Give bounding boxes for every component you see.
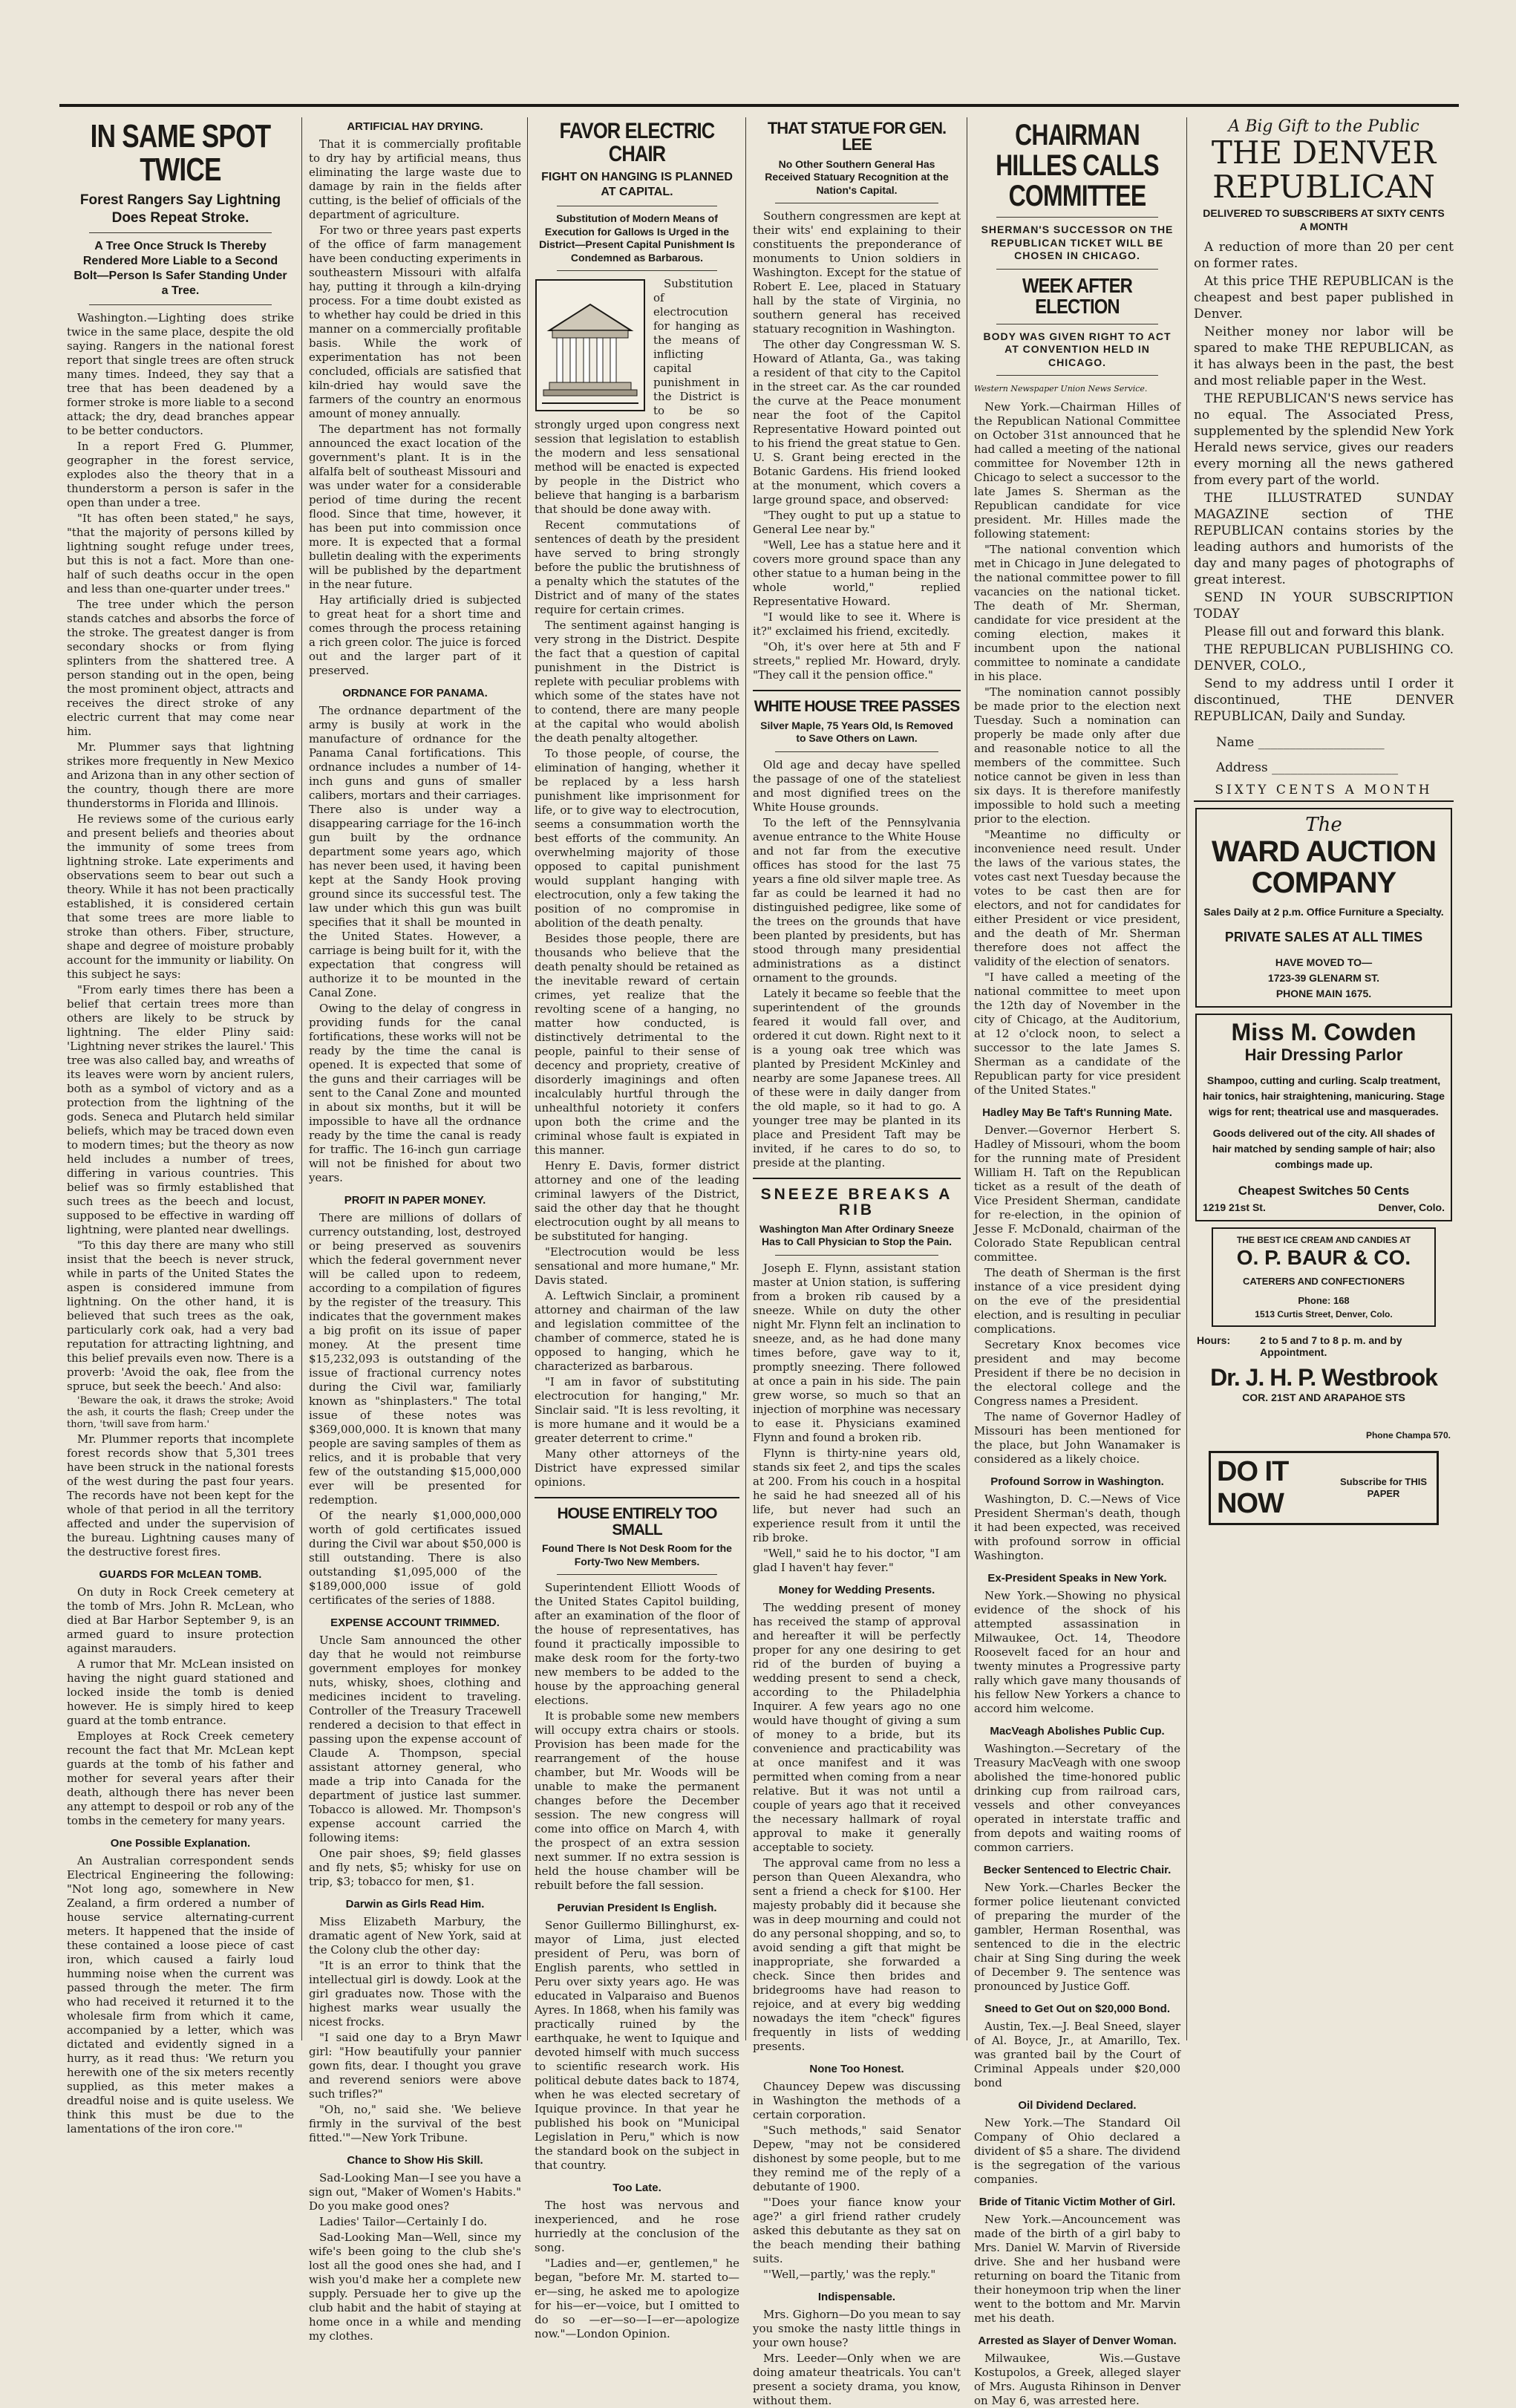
article-paragraph: The sentiment against hanging is very strong in the District. Despite the fact that a question of capital punishment in the District is replete with peculiar problems with which some of the states have not to contend, there are many people at the capital who would abolish the death penalty altogether. [535,619,739,745]
article-paragraph: Besides those people, there are thousands who believe that the death penalty should be retained as the inevitable reward of certain crimes, yet realize that the revolting scene of a hanging, no matter how conducted, is distinctively detrimental to the people, painful to their sense of decency and propriety, creative of disorderly imaginings and often incalculably hurtful through the unhealthful notoriety it confers upon both the crime and the criminal whose fault is expiated in this manner. [535,932,739,1158]
rp-footer: SIXTY CENTS A MONTH [1194,783,1454,802]
article-paragraph: Lately it became so feeble that the superintendent of the grounds feared it would fall over, and ordered it cut down. Right next to it is a young oak tree which was planted by President McKinley and nearby are some Japanese trees. All of these were in daily danger from the old maple, so it had to go. A younger tree may be planted in its place and President Taft may be invited, if he cares to do so, to preside at the planting. [753,986,961,1169]
subhead-indispensable: Indispensable. [817,2290,896,2303]
ward-title: WARD AUCTION COMPANY [1211,835,1437,900]
article-paragraph: One pair shoes, $9; field glasses and fly nets, $5; whisky for use on trip, $3; tobacco for men, $1. [309,1847,521,1888]
ad-ward-auction [1195,808,1452,1008]
divider [996,217,1158,218]
article-paragraph: Secretary Knox becomes vice president and may become President if there be no decision in the electoral college and the Congress names a President. [974,1338,1180,1409]
article-paragraph: "Meantime no difficulty or inconvenience need result. Under the laws of the various states, the votes cast next Tuesday because the votes to be cast then are for electors, and not for candidates for either President or vice president, and the death of Mr. Sherman therefore does not affect the validity of the election of senators. [974,828,1180,969]
headline-statue-lee: THAT STATUE FOR GEN. LEE [767,119,947,154]
ward-line-5: PHONE MAIN 1675. [1275,988,1372,1000]
doc-address: COR. 21ST AND ARAPAHOE STS [1242,1391,1405,1404]
deck-lightning: Forest Rangers Say Lightning Does Repeat Stroke. [79,192,281,226]
article-paragraph: Austin, Tex.—J. Beal Sneed, slayer of Al. Boyce, Jr., at Amarillo, Tex. was granted bail by the Court of Criminal Appeals under $20,000 bond [974,2020,1180,2090]
article-paragraph: Chauncey Depew was discussing in Washington the methods of a certain corporation. [753,2079,961,2121]
headline-electric-chair: FAVOR ELECTRIC CHAIR [559,119,715,166]
subhead-hay-drying: ARTIFICIAL HAY DRYING. [347,120,483,133]
wire-credit: Western Newspaper Union News Service. [974,384,1148,394]
deck-statue: No Other Southern General Has Received Statuary Recognition at the Nation's Capital. [765,157,949,196]
article-paragraph: New York.—The Standard Oil Company of Ohio declared a divident of $5 a share. The dividend is the segregation of the various companies. [974,2116,1180,2187]
headline-house-too-small: HOUSE ENTIRELY TOO SMALL [557,1505,717,1539]
article-paragraph: "I am in favor of substituting electrocution for hanging," Mr. Sinclair said. "It is less revolting, it is more humane and it would be a greater deterrent to crime." [535,1375,739,1446]
doit-sub: Subscribe for THIS PAPER [1340,1476,1428,1500]
article-paragraph: "Ladies and—er, gentlemen," he began, "before Mr. M. started to—er—sing, he asked me to apologize for his—er—voice, but I omitted to do so —er—so—I—er—apologize now."—London Opinion. [535,2257,739,2340]
cowden-sub: Hair Dressing Parlor [1244,1045,1403,1064]
deck-desk-room: Found There Is Not Desk Room for the Forty-Two New Members. [542,1542,732,1567]
deck-maple: Silver Maple, 75 Years Old, Is Removed to Save Others on Lawn. [760,719,953,745]
rp-name-line[interactable]: Name ____________________ [1216,735,1385,751]
rp-paragraph: SEND IN YOUR SUBSCRIPTION TODAY [1194,590,1454,622]
article-paragraph: New York.—Chairman Hilles of the Republican National Committee on October 31st announced that he had called a meeting of the national committee for November 12th in Chicago to select a successor to the late James S. Sherman as the Republican candidate for vice president. Mr. Hilles made the following statement: [974,400,1180,541]
article-paragraph: "'Well,—partly,' was the reply." [763,2267,936,2281]
column-6-ads [1194,117,1454,2048]
article-paragraph: "Well, Lee has a statue here and it covers more ground space than any other statue to a human being in the whole world," replied Representative Howard. [753,538,961,609]
subhead-becker: Becker Sentenced to Electric Chair. [983,1864,1172,1877]
article-paragraph: "I have called a meeting of the national committee to meet upon the 12th day of November in the city of Chicago, at the Auditorium, at 12 o'clock noon, to select a successor to the late James S. Sherman as a candidate of the Republican party for vice president of the United States." [974,970,1180,1097]
article-paragraph: "I said one day to a Bryn Mawr girl: "How beautifully your pannier gown fits, dear. I thought you grave and reverend seniors were above such trifles?" [309,2031,521,2101]
article-paragraph: New York.—Showing no physical evidence of the shock of his attempted assassination in Milwaukee, Oct. 14, Theodore Roosevelt faced for an hour and twenty minutes a Progressive party rally which gave many thousands of his fellow New Yorkers a chance to accord him welcome. [974,1589,1180,1716]
rp-title-1: THE DENVER [1211,134,1437,171]
deck-hanging: FIGHT ON HANGING IS PLANNED AT CAPITAL. [541,171,733,199]
article-paragraph: "The national convention which met in Chicago in June delegated to the national committee power to fill vacancies on the national ticket. The death of Mr. Sherman, candidate for vice president at the coming election, makes it incumbent upon the national committee to nominate a candidate in his place. [974,543,1180,684]
article-paragraph: Washington.—Secretary of the Treasury MacVeagh with one swoop abolished the time-honored public drinking cup from railroad cars, vessels and other conveyances operated in interstate traffic and from depots and waiting rooms of common carriers. [974,1742,1180,1855]
subhead-sneed: Sneed to Get Out on $20,000 Bond. [984,2003,1171,2016]
ward-line-1: Sales Daily at 2 p.m. Office Furniture a Specialty. [1203,906,1444,919]
subhead-paper-money: PROFIT IN PAPER MONEY. [344,1194,486,1207]
article-paragraph: Senor Guillermo Billinghurst, ex-mayor of Lima, just elected president of Peru, was born of English parents, who settled in Peru over sixty years ago. He was educated in Valparaiso and Buenos Ayres. In 1868, when his family was practically ruined by the earthquake, he went to Iquique and devoted himself with much success to scientific research work. His political debute dates back to 1874, when he was elected secretary of Iquique province. In that year he published his book on "Municipal Legislation in Peru," which is now the standard book on the subject in that country. [535,1919,739,2172]
rp-paragraph: At this price THE REPUBLICAN is the cheapest and best paper published in Denver. [1194,274,1454,322]
article-paragraph: He reviews some of the curious early and present beliefs and theories about the immunity of some trees from lightning stroke. Late experiments and observations seem to bear out such a theory. While it has not been practically established, it is considered certain that some trees are more liable to stroke than others. Fiber, structure, shape and degree of moisture probably account for the immunity or liability. On this subject he says: [67,812,294,982]
doc-hours-label: Hours: [1197,1334,1231,1347]
subhead-oil: Oil Dividend Declared. [1018,2099,1137,2112]
article-paragraph: A rumor that Mr. McLean insisted on having the night guard stationed and locked inside the tomb is denied however. He is simply hired to keep guard at the tomb entrance. [67,1657,294,1728]
column-rule [527,117,528,2040]
article-paragraph: "Such methods," said Senator Depew, "may not be considered dishonest by some people, but to me they remind me of the reply of a debutante of 1900. [753,2123,961,2193]
article-paragraph: Of the nearly $1,000,000,000 worth of gold certificates issued during the Civil war about $50,000 is still outstanding. There is also outstanding $1,095,000 of the $189,000,000 issue of gold certificates of the series of 1888. [309,1509,521,1607]
article-paragraph: The approval came from no less a person than Queen Alexandra, who sent a friend a check for $100. Her majesty probably did it because she was in deep mourning and could not do any personal shopping, and so, to avoid sending a gift that might be inappropriate, she forwarded a check. Since then brides and bridegrooms have had reason to rejoice, and at every big wedding nowadays the item "check" figures frequently in lists of wedding presents. [753,1856,961,2053]
article-paragraph: There are millions of dollars of currency outstanding, lost, destroyed or being preserved as souvenirs which the federal government never will be called upon to redeem, according to a compilation of figures by the register of the treasury. This indicates that the government makes a big profit on its issue of paper money. At the present time $15,232,093 is outstanding of the issue of fractional currency notes during the Civil war, familiarly known as "shinplasters." The total issue of these notes was $369,000,000. It is known that many people are saving samples of them as relics, and it is probable that very few of the outstanding $15,000,000 ever will be presented for redemption. [309,1211,521,1507]
column-3 [535,117,739,2340]
deck-sherman: SHERMAN'S SUCCESSOR ON THE REPUBLICAN TICKET WILL BE CHOSEN IN CHICAGO. [981,223,1174,262]
article-paragraph: "They ought to put up a statue to General Lee near by." [753,509,961,537]
article-paragraph: Milwaukee, Wis.—Gustave Kostupolos, a Greek, alleged slayer of Mrs. Augusta Rihinson in Denver on May 6, was arrested here. [974,2352,1180,2408]
cowden-title: Miss M. Cowden [1231,1019,1417,1046]
baur-line-1: THE BEST ICE CREAM AND CANDIES AT [1236,1235,1411,1246]
article-paragraph: The name of Governor Hadley of Missouri has been mentioned for the place, but John Wanamaker is considered as a likely choice. [974,1410,1180,1466]
article-paragraph: On duty in Rock Creek cemetery at the tomb of Mrs. John R. McLean, who died at Bar Harbor September 9, is an armed guard to insure protection against marauders. [67,1585,294,1656]
headline-hilles: CHAIRMAN HILLES CALLS COMMITTEE [996,119,1159,212]
article-paragraph: "Oh, no," said she. 'We believe firmly in the survival of the best fitted.'"—New York Tribune. [309,2103,521,2144]
article-paragraph: Ladies' Tailor—Certainly I do. [319,2215,488,2228]
divider [89,232,272,233]
baur-line-2: CATERERS AND CONFECTIONERS [1242,1276,1405,1288]
subhead-wedding: Money for Wedding Presents. [778,1583,935,1596]
article-paragraph: Many other attorneys of the District have expressed similar opinions. [535,1447,739,1489]
ward-line-2: PRIVATE SALES AT ALL TIMES [1224,930,1423,945]
divider [753,1178,961,1179]
article-paragraph: Superintendent Elliott Woods of the United States Capitol building, after an examination of the floor of the house of representatives, has found it practically impossible to make desk room for the forty-two new members to be added to the house by the approaching general elections. [535,1581,739,1707]
article-paragraph: The ordnance department of the army is busily at work in the manufacture of ordnance for the Panama Canal fortifications. This ordnance includes a number of 14-inch guns and guns of smaller calibers, mortars and their carriages. There also is under way a disappearing carriage for the 16-inch gun built by the ordnance department some years ago, which has never been used, it having been kept at the Sandy Hook proving ground since its successful test. The law under which this gun was built specifies that it shall be mounted in the United States. However, a carriage is being built for it, with the expectation that congress will authorize it to be mounted in the Canal Zone. [309,704,521,999]
article-paragraph: "Electrocution would be less sensational and more humane," Mr. Davis stated. [535,1245,739,1288]
cowden-city: Denver, Colo. [1378,1201,1445,1214]
article-paragraph: The host was nervous and inexperienced, and he rose hurriedly at the conclusion of the song. [535,2199,739,2254]
newspaper-page [59,104,1459,2408]
capitol-building-illustration [535,278,646,412]
article-paragraph: An Australian correspondent sends Electrical Engineering the following: "Not long ago, somewhere in New Zealand, a firm ordered a number of house service alternating-current meters. It happened that the inside of these contained a loose piece of cast iron, which caused a fairly loud humming noise when the current was passed through the meter. The firm who had received it returned it to the wholesale firm from which it came, accompanied by a letter, which was dictated and evidently signed in a hurry, as it read thus: 'We return you herewith one of the six meters recently supplied, as this meter makes a dreadful noise and is quite useless. We think this must be due to the lamentations of the iron core.'" [67,1854,294,2136]
article-paragraph: "To this day there are many who still insist that the beech is never struck, while in parts of the United States the aspen is considered immune from lightning. On the other hand, it is believed that such trees as the oak, particularly cork oak, had a very bad reputation for attracting lightning, and this belief prevails even now. There is a proverb: 'Avoid the oak, flee from the spruce, but seek the beech.' And also: [67,1239,294,1394]
article-paragraph: Sad-Looking Man—Well, since my wife's been going to the club she's lost all the good ones she had, and I wish you'd make her a complete new supply. Persuade her to give up the club habit and the habit of staying at home once in a while and mending my clothes. [309,2231,521,2343]
ad-do-it-now [1209,1451,1439,1525]
article-paragraph: Owing to the delay of congress in providing funds for the canal fortifications, these works will not be ready by the time the canal is opened. It is expected that some of the guns and their carriages will be sent to the Canal Zone and mounted in about six months, but it will be impossible to have all the ordnance ready by the time the canal is ready for traffic. The 16-inch gun carriage will not be finished for about two years. [309,1002,521,1184]
ad-baur [1212,1227,1436,1327]
rp-paragraph: Please fill out and forward this blank. [1204,624,1445,640]
baur-address: 1513 Curtis Street, Denver, Colo. [1255,1309,1393,1320]
headline-same-spot-twice: IN SAME SPOT TWICE [90,118,271,188]
rp-paragraph: Neither money nor labor will be spared to make THE REPUBLICAN, as it has always been in the past, the best and most reliable paper in the West. [1194,324,1454,389]
ward-the: The [1305,814,1342,837]
deck-tree-struck: A Tree Once Struck Is Thereby Rendered More Liable to a Second Bolt—Person Is Safer Standing Under a Tree. [73,240,287,298]
article-paragraph: In a report Fred G. Plummer, geographer in the forest service, explodes also the theory that in a thunderstorm a person is safer in the open than under a tree. [67,440,294,510]
divider [996,375,1158,376]
baur-phone: Phone: 168 [1298,1294,1350,1306]
subhead-explanation: One Possible Explanation. [110,1837,251,1850]
article-paragraph: The tree under which the person stands catches and absorbs the force of the stroke. The greatest danger is from secondary shocks or from flying splinters from the shattered tree. A person standing out in the open, being the most prominent object, attracts and receives the direct stroke of any electric current that may come near him. [67,598,294,739]
doc-hours: 2 to 5 and 7 to 8 p. m. and by Appointment. [1260,1334,1402,1359]
article-paragraph: Substitution of electrocution for hanging as the means of inflicting capital punishment in the District is to be so strongly urged upon congress next session that legislation to establish the modern and less sensational method will be enacted is expected by people in the District who believe that hanging is a barbarism that should be done away with. [535,277,739,517]
divider [557,270,717,271]
subhead-skill: Chance to Show His Skill. [347,2154,483,2167]
article-paragraph: Old age and decay have spelled the passage of one of the stateliest and most dignified trees on the White House grounds. [753,757,961,814]
article-paragraph: Flynn is thirty-nine years old, stands six feet 2, and tips the scales at 200. From his couch in a hospital he said he had sneezed all of his life, but never had such an experience result from it until the rib broke. [753,1446,961,1544]
article-paragraph: The department has not formally announced the exact location of the government's plant. It is in the alfalfa belt of southeast Missouri and was under water for a considerable period of time during the recent flood. Since that time, however, it has been put into commission once more. It is expected that a formal bulletin dealing with the experiments will be published by the department in the near future. [309,422,521,591]
subhead-peruvian: Peruvian President Is English. [557,1902,717,1914]
article-paragraph: To the left of the Pennsylvania avenue entrance to the White House and not far from the executive offices has stood for the last 75 years a fine old silver maple tree. As far as could be learned it had no distinguished pedigree, like some of the trees on the grounds that have been planted by presidents, but has stood through many presidential administrations as a distinct ornament to the grounds. [753,815,961,985]
subhead-titanic: Bride of Titanic Victim Mother of Girl. [978,2196,1176,2209]
article-paragraph: Denver.—Governor Herbert S. Hadley of Missouri, whom the boom for the running mate of President William H. Taft on the Republican ticket as a result of the death of Vice President Sherman, candidate for re-election, in the opinion of Jesse F. McDonald, chairman of the Colorado State Republican central committee. [974,1123,1180,1265]
article-paragraph: Miss Elizabeth Marbury, the dramatic agent of New York, said at the Colony club the other day: [309,1915,521,1957]
article-paragraph: That it is commercially profitable to dry hay by artificial means, thus eliminating the large waste due to damage by rain in the fields after cutting, is the belief of officials of the department of agriculture. [309,137,521,221]
cowden-address-row [1203,1200,1445,1216]
doc-title: Dr. J. H. P. Westbrook [1210,1364,1437,1391]
article-paragraph: Uncle Sam announced the other day that he would not reimburse government employes for monkey nuts, whisky, shoes, clothing and medicines incident to traveling. Controller of the Treasury Tracewell rendered a decision to that effect in passing upon the expense account of Claude A. Thompson, special assistant attorney general, who made a trip into Canada for the department of justice last summer. Tobacco is allowed. Mr. Thompson's expense account carried the following items: [309,1634,521,1844]
column-1 [67,117,295,2136]
article-paragraph: Sad-Looking Man—I see you have a sign out, "Maker of Women's Habits." Do you make good ones? [309,2171,521,2213]
ward-line-4: 1723-39 GLENARM ST. [1267,972,1380,985]
subhead-arrested: Arrested as Slayer of Denver Woman. [978,2334,1177,2348]
article-paragraph: "It has often been stated," he says, "that the majority of persons killed by lightning sought refuge under trees, but this is not a fact. More than one-half of such deaths occur in the open and less than one-quarter under trees." [67,512,294,596]
rp-title-2: REPUBLICAN [1212,169,1435,206]
rp-address-line[interactable]: Address ____________________ [1216,760,1399,776]
article-paragraph: It is probable some new members will occupy extra chairs or stools. Provision has been made for the rearrangement of the house chamber, but Mr. Woods will be unable to make the permanent changes before the December session. The new congress will come into office on March 4, with the prospect of an extra session next summer. If no extra session is held the house chamber will be rebuilt before the fall session. [535,1709,739,1892]
article-paragraph: Hay artificially dried is subjected to great heat for a short time and comes through the process retaining a rich green color. The juice is forced out and the larger part of it preserved. [309,593,521,677]
article-paragraph: New York.—Charles Becker the former police lieutenant convicted of preparing the murder of the gambler, Herman Rosenthal, was sentenced to die in the electric chair at Sing Sing during the week of December 9. The sentence was pronounced by Justice Goff. [974,1881,1180,1994]
ad-denver-republican [1194,117,1454,802]
article-paragraph: New York.—Ancouncement was made of the birth of a girl baby to Mrs. Daniel W. Marvin of Riverside drive. She and her husband were returning on board the Titanic from their honeymoon trip when the liner went to the bottom and Mr. Marvin met his death. [974,2213,1180,2326]
rp-paragraph: THE REPUBLICAN PUBLISHING CO. DENVER, COLO., [1194,642,1454,674]
rp-paragraph: THE REPUBLICAN'S news service has no equal. The Associated Press, supplemented by the splendid New York Herald news service, gives our readers every morning all the news gathered from every part of the world. [1194,391,1454,489]
rp-kicker: A Big Gift to the Public [1228,117,1419,136]
doc-hours-row [1197,1334,1451,1358]
article-paragraph: Washington.—Lighting does strike twice in the same place, despite the old saying. Rangers in the national forest report that single trees are often struck many times. Indeed, they say that a tree that has been deadened by a former stroke is more liable to a second attack; the dry, dead branches appear to be better conductors. [67,311,294,438]
divider [89,304,272,305]
article-paragraph: Employes at Rock Creek cemetery recount the fact that Mr. McLean kept guards at the tomb of his father and mother for several years after their death, although there has never been any attempt to despoil or rob any of the tombs in the cemetery for many years. [67,1729,294,1828]
article-paragraph: "The nomination cannot possibly be made prior to the election next Tuesday. Such a nomination can properly be made only after due and reasonable notice to all the members of the committee. Such notice cannot be given in less than six days. It is therefore manifestly impossible to hold such a meeting prior to the election. [974,685,1180,826]
column-rule [301,117,302,2040]
subhead-honest: None Too Honest. [809,2062,904,2075]
ward-line-3: HAVE MOVED TO— [1275,956,1373,969]
article-paragraph: Mr. Plummer says that lightning strikes more frequently in New Mexico and Arizona than in any other section of the country, though there are more thunderstorms in Florida and Illinois. [67,740,294,811]
column-4 [753,117,961,2407]
article-paragraph: "Well," said he to his doctor, "I am glad I haven't hay fever." [753,1546,961,1574]
cowden-foot: Cheapest Switches 50 Cents [1238,1183,1410,1198]
article-paragraph: For two or three years past experts of the office of farm management have been conducting experiments in southeastern Missouri with alfalfa hay, putting it through a kiln-drying process. For a time doubt existed as to whether hay could be dried in this manner on a commercially profitable basis. While the work of experimentation has not been concluded, officials are satisfied that kiln-dried hay would save the farmers of the country an enormous amount of money annually. [309,223,521,420]
divider [775,1255,938,1256]
headline-week-after: WEEK AFTER ELECTION [1022,273,1132,319]
rp-paragraph: THE ILLUSTRATED SUNDAY MAGAZINE section of THE REPUBLICAN contains stories by the leading authors and humorists of the day and many pages of photographs of great interest. [1194,491,1454,588]
divider [996,269,1158,270]
article-paragraph: The wedding present of money has received the stamp of approval and hereafter it will be perfectly proper for any one desiring to get rid of the burden of buying a wedding present to send a check, according to the Philadelphia Inquirer. A few years ago no one would have thought of giving a sum of money to a bride, but its convenience and practicability was at once manifest and it was permitted when coming from a near relative. But it was not until a couple of years ago that it received the necessary hallmark of royal approval to make it generally acceptable to society. [753,1600,961,1854]
rp-deck: DELIVERED TO SUBSCRIBERS AT SIXTY CENTS A MONTH [1203,207,1445,232]
deck-convention: BODY WAS GIVEN RIGHT TO ACT AT CONVENTION HELD IN CHICAGO. [983,330,1172,368]
doc-phone: Phone Champa 570. [1365,1430,1451,1441]
ad-cowden [1195,1014,1452,1221]
article-paragraph: "'Does your fiance know your age?' a girl friend rather crudely asked this debutante as they sat on the beach mending their bathing suits. [753,2195,961,2265]
column-rule [745,117,746,2040]
subhead-ex-president: Ex-President Speaks in New York. [987,1572,1167,1585]
doit-headline: DO IT NOW [1217,1456,1289,1520]
subhead-too-late: Too Late. [612,2182,661,2194]
article-paragraph: Henry E. Davis, former district attorney and one of the leading criminal lawyers of the District, said the other day that he thought electrocution ought by all means to be substituted for hanging. [535,1159,739,1244]
article-paragraph: To those people, of course, the elimination of hanging, whether it be replaced by a less harsh punishment like imprisonment for life, or to give way to electrocution, seems a consummation worth the best efforts of the community. An overwhelming majority of those opposed to capital punishment would supplant hanging with electrocution, only a few taking the position of no compromise in abolition of the death penalty. [535,747,739,930]
verse: 'Beware the oak, it draws the stroke; Avoid the ash, it courts the flash; Creep under the thorn, 'twill save from harm.' [67,1395,294,1431]
article-paragraph: "From early times there has been a belief that certain trees more than others are likely to be struck by lightning. The elder Pliny said: 'Lightning never strikes the laurel.' This tree was also called bay, and wreaths of its leaves were worn by ancient rulers, both as a symbol of victory and as a protection from the lightning of the gods. Seneca and Plutarch held similar beliefs, which may be traced down even to modern times; but the theory as now held includes a number of trees, differing in various countries. This belief was so firmly established that such trees as the beech and locust, supposed to be effective in warding off lightning, were planted near dwellings. [67,983,295,1237]
cowden-body-2: Goods delivered out of the city. All shades of hair matched by sending sample of hair; also combings made up. [1212,1126,1436,1170]
baur-title: O. P. BAUR & CO. [1236,1246,1411,1270]
article-paragraph: Mrs. Gighorn—Do you mean to say you smoke the nasty little things in your own house? [753,2307,961,2349]
subhead-sorrow: Profound Sorrow in Washington. [990,1475,1164,1489]
article-paragraph: Mrs. Leeder—Only when we are doing amateur theatricals. You can't present a society drama, you know, without them. [753,2351,961,2407]
divider [557,1574,717,1575]
cowden-address: 1219 21st St. [1203,1201,1266,1214]
article-paragraph: "Oh, it's over here at 5th and F streets," replied Mr. Howard, dryly. "They call it the pension office." [753,640,961,682]
headline-white-house-tree: WHITE HOUSE TREE PASSES [754,698,960,716]
article-paragraph: Joseph E. Flynn, assistant station master at Union station, is suffering from a broken rib caused by a sneeze. While on duty the other night Mr. Flynn felt an inclination to sneeze, and, as he had done many times before, gave way to it, promptly sneezing. There followed at once a pain in his side. The pain grew worse, so much so that an injection of morphine was necessary to ease it. Physicians examined Flynn and found a broken rib. [753,1261,961,1444]
subhead-hadley: Hadley May Be Taft's Running Mate. [982,1106,1172,1120]
cowden-body: Shampoo, cutting and curling. Scalp treatment, hair tonics, hair straightening, manicuring. Stage wigs for rent; theatrical use and masquerades. [1203,1074,1445,1117]
article-paragraph: The death of Sherman is the first instance of a vice president dying on the eve of the presidential election, and is resulting in peculiar complications. [974,1266,1180,1337]
article-paragraph: The other day Congressman W. S. Howard of Atlanta, Ga., was taking a resident of that city to the Capitol in the street car. As the car rounded the curve at the Peace monument near the foot of the Capitol Representative Howard pointed out to his friend the great statue to Gen. U. S. Grant being erected in the Botanic Gardens. His friend looked at the monument, which covers a large ground space, and observed: [753,338,961,507]
subhead-mclean-tomb: GUARDS FOR McLEAN TOMB. [99,1568,262,1582]
subhead-ordnance: ORDNANCE FOR PANAMA. [342,687,488,699]
divider [753,690,961,691]
divider [535,1497,739,1498]
subhead-expense: EXPENSE ACCOUNT TRIMMED. [330,1616,500,1629]
headline-sneeze: SNEEZE BREAKS A RIB [760,1185,953,1219]
article-paragraph: A. Leftwich Sinclair, a prominent attorney and chairman of the law and legislation committee of the chamber of commerce, stated he is opposed to hanging, which he characterized as barbarous. [535,1289,739,1374]
rp-name-label: Name [1216,735,1255,751]
article-paragraph: Recent commutations of sentences of death by the president have served to bring strongly before the public the brutishness of a penalty which the statutes of the District and of many of the states require for certain crimes. [535,518,739,617]
ad-westbrook [1197,1334,1451,1440]
subhead-darwin: Darwin as Girls Read Him. [345,1898,485,1911]
article-paragraph: Mr. Plummer reports that incomplete forest records show that 5,301 trees have been struck in the national forests of the west during the past four years. The records have not been kept for the whole of that period in all the territory affected and under the supervision of the bureau. Lightning causes many of the destructive forest fires. [67,1432,294,1559]
rp-address-label: Address [1216,760,1268,776]
divider [775,751,938,752]
column-2 [309,117,521,2343]
article-paragraph: "I would like to see it. Where is it?" exclaimed his friend, excitedly. [753,610,961,639]
column-5 [974,117,1180,2408]
column-rule [1186,117,1187,2040]
subhead-public-cup: MacVeagh Abolishes Public Cup. [990,1725,1165,1738]
article-paragraph: Washington, D. C.—News of Vice President Sherman's death, though it had been expected, was received with profound sorrow in official Washington. [974,1492,1180,1563]
article-paragraph: "It is an error to think that the intellectual girl is dowdy. Look at the girl graduates now. Those with the highest marks wear usually the nicest frocks. [309,1959,521,2029]
article-paragraph: Southern congressmen are kept at their wits' end explaining to their constituents the preponderance of monuments to Union soldiers in Washington. Except for the statue of Robert E. Lee, placed in Statuary hall by the state of Virginia, no southern general has received statuary recognition in Washington. [753,209,961,336]
deck-substitution: Substitution of Modern Means of Execution for Gallows Is Urged in the District—Present Capital Punishment Is Condemned as Barbarous. [539,212,735,264]
rp-paragraph: A reduction of more than 20 per cent on former rates. [1194,240,1454,272]
deck-sneeze: Washington Man After Ordinary Sneeze Has to Call Physician to Stop the Pain. [759,1222,954,1248]
rp-paragraph: Send to my address until I order it discontinued, THE DENVER REPUBLICAN, Daily and Sunday. [1194,676,1454,725]
